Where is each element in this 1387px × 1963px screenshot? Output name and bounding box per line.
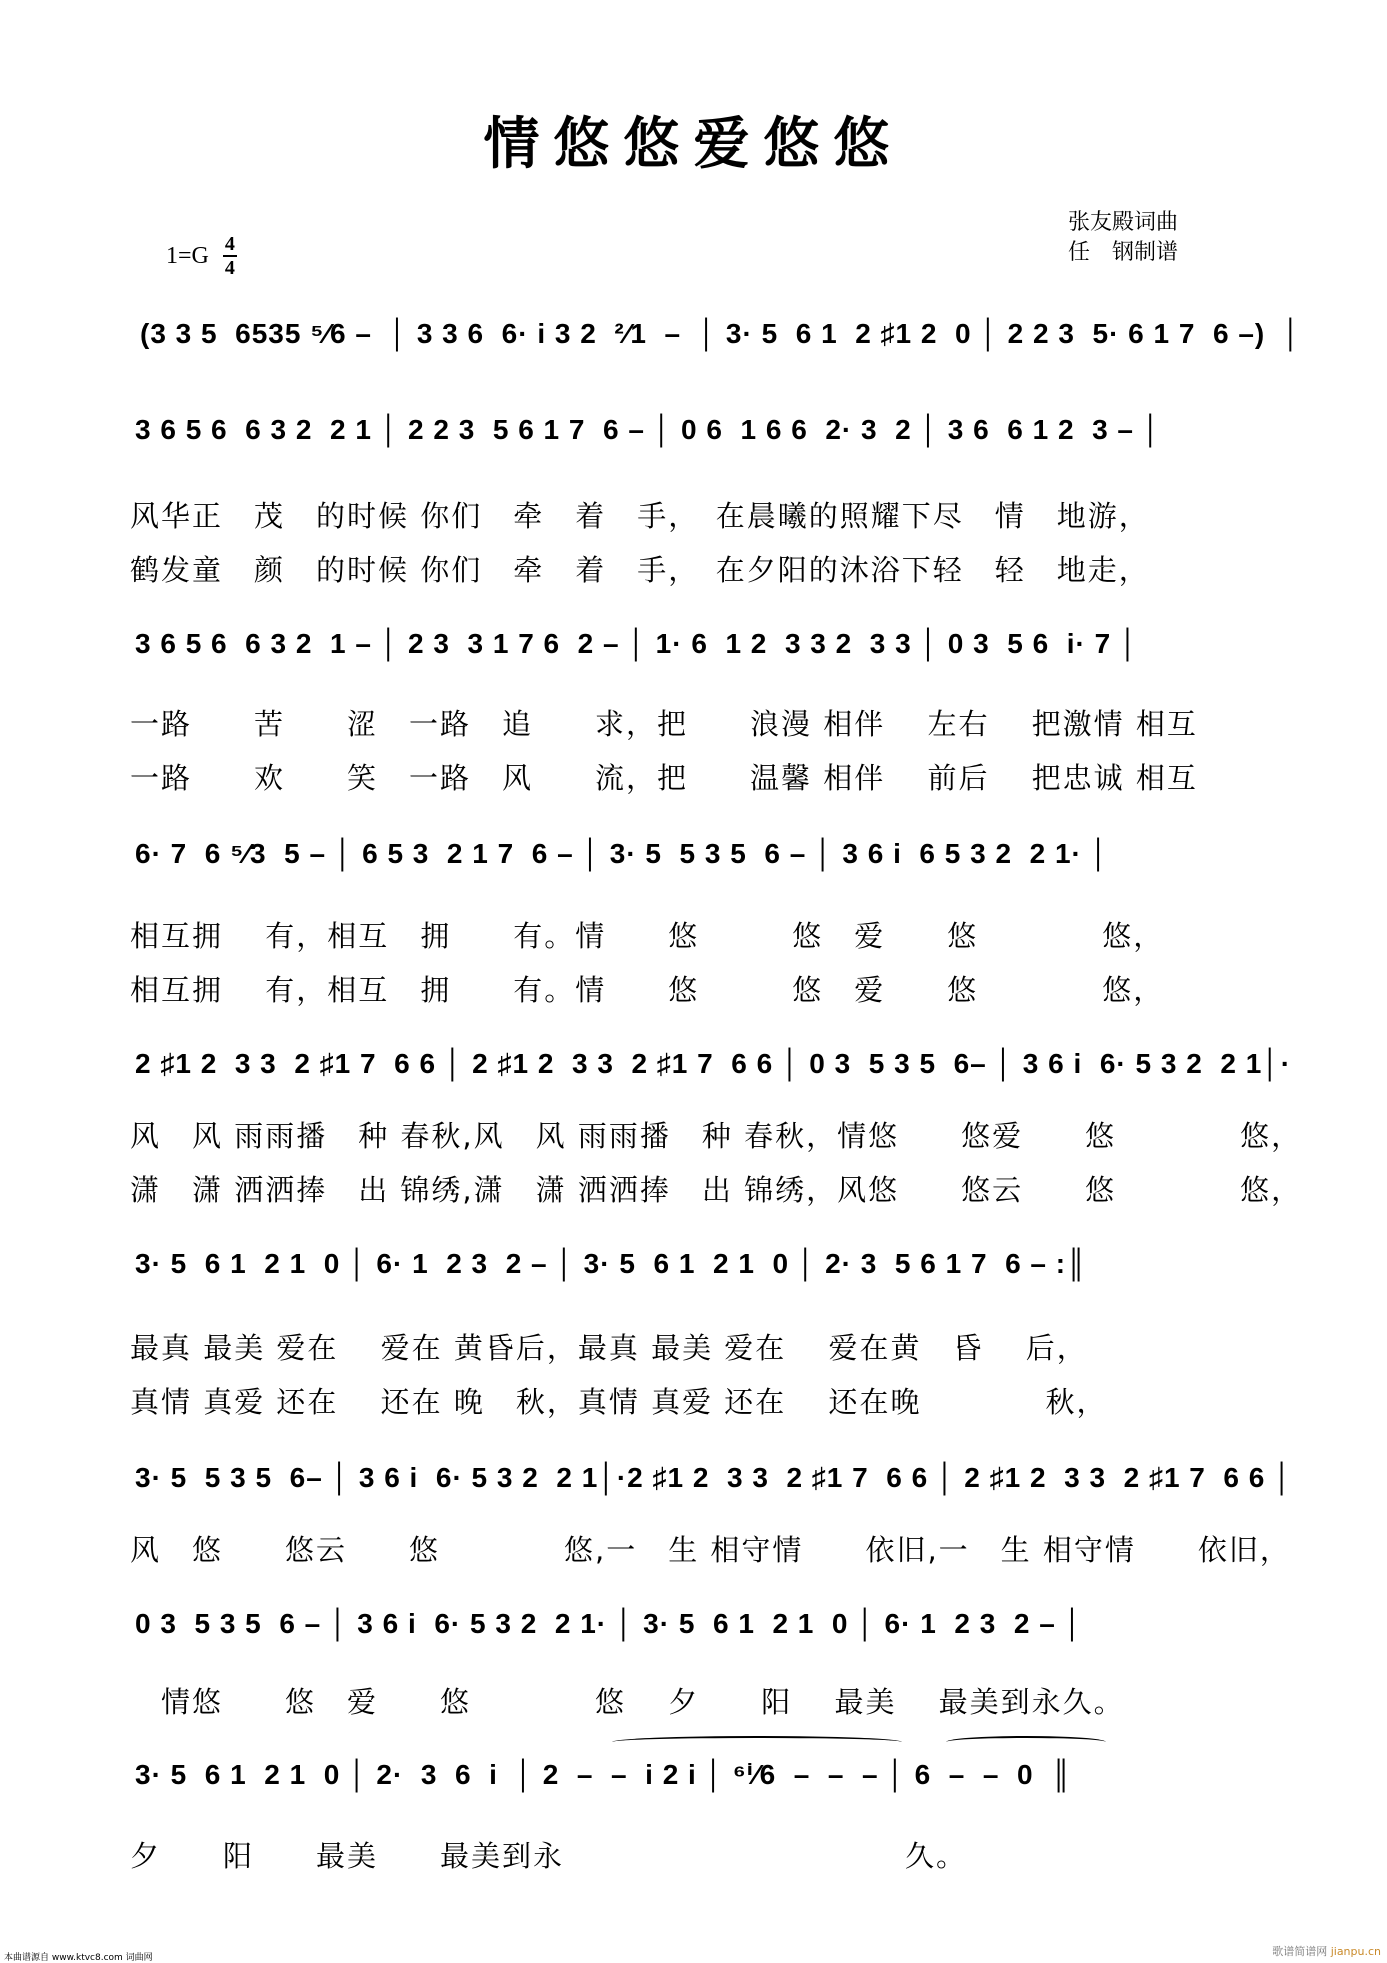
time-signature-bottom: 4 <box>224 257 235 279</box>
source-note: 本曲谱源自 www.ktvc8.com 词曲网 <box>4 1953 153 1963</box>
watermark <box>1272 1943 1381 1959</box>
notation-system-6: 3· 5 6 1 2 1 0 │ 6· 1 2 3 2 – │ 3· 5 6 1 2 1 0 │ 2· 3 5 6 1 7 6 – :║ <box>135 1248 1087 1279</box>
notation-system-9: 3· 5 6 1 2 1 0 │ 2· 3 6 i │ 2 – – i 2 i │ ⁶ⁱ⁄6 – – – │ 6 – – 0 ║ <box>135 1759 1072 1790</box>
notation-system-5: 2 ♯1 2 3 3 2 ♯1 7 6 6 │ 2 ♯1 2 3 3 2 ♯1 7 6 6 │ 0 3 5 3 5 6– │ 3 6 i 6· 5 3 2 2 1│· <box>135 1048 1292 1079</box>
lyric-line-4-2: 相互拥 有，相互 拥 有。情 悠 悠 爱 悠 悠， <box>130 973 1165 1007</box>
lyric-line-5-2: 潇 潇 洒洒捧 出 锦绣,潇 潇 洒洒捧 出 锦绣，风悠 悠云 悠 悠， <box>130 1173 1303 1207</box>
lyric-line-3-1: 一路 苦 涩 一路 追 求，把 浪漫 相伴 左右 把激情 相互 <box>130 707 1198 741</box>
score-title: 情悠悠爱悠悠 <box>483 111 904 177</box>
lyric-line-5-1: 风 风 雨雨播 种 春秋,风 风 雨雨播 种 春秋，情悠 悠爱 悠 悠， <box>130 1119 1303 1153</box>
lyric-line-4-1: 相互拥 有，相互 拥 有。情 悠 悠 爱 悠 悠， <box>130 919 1165 953</box>
notation-system-4: 6· 7 6 ⁵⁄3 5 – │ 6 5 3 2 1 7 6 – │ 3· 5 5 3 5 6 – │ 3 6 i 6 5 3 2 2 1· │ <box>135 838 1110 869</box>
lyric-line-6-2: 真情 真爱 还在 还在 晚 秋，真情 真爱 还在 还在晚 秋， <box>130 1385 1108 1419</box>
key-label: 1=G <box>166 242 209 269</box>
key-signature <box>166 234 237 278</box>
notation-system-7: 3· 5 5 3 5 6– │ 3 6 i 6· 5 3 2 2 1│·2 ♯1 2 3 3 2 ♯1 7 6 6 │ 2 ♯1 2 3 3 2 ♯1 7 6 6 │ <box>135 1462 1293 1493</box>
lyric-line-6-1: 最真 最美 爱在 爱在 黄昏后，最真 最美 爱在 爱在黄 昏 后， <box>130 1331 1088 1365</box>
arranger-credit: 任 钢制谱 <box>1068 240 1179 265</box>
credits <box>1068 208 1178 268</box>
notation-system-8: 0 3 5 3 5 6 – │ 3 6 i 6· 5 3 2 2 1· │ 3· 5 6 1 2 1 0 │ 6· 1 2 3 2 – │ <box>135 1608 1084 1639</box>
notation-system-1: (3 3 5 6535 ⁵⁄6 – │ 3 3 6 6· i 3 2 ²⁄1 – │ 3· 5 6 1 2 ♯1 2 0 │ 2 2 3 5· 6 1 7 6 –) │ <box>140 318 1302 349</box>
watermark-url: jianpu.cn <box>1330 1945 1381 1958</box>
notation-system-3: 3 6 5 6 6 3 2 1 – │ 2 3 3 1 7 6 2 – │ 1· 6 1 2 3 3 2 3 3 │ 0 3 5 6 i· 7 │ <box>135 628 1139 659</box>
notation-system-2: 3 6 5 6 6 3 2 2 1 │ 2 2 3 5 6 1 7 6 – │ 0 6 1 6 6 2· 3 2 │ 3 6 6 1 2 3 – │ <box>135 414 1162 445</box>
lyric-line-8-1: 情悠 悠 爱 悠 悠 夕 阳 最美 最美到永久。 <box>130 1685 1125 1719</box>
lyric-line-2-1: 风华正 茂 的时候 你们 牵 着 手， 在晨曦的照耀下尽 情 地游， <box>130 499 1150 533</box>
time-signature <box>223 234 237 278</box>
phrase-slur <box>946 1736 1106 1748</box>
time-signature-top: 4 <box>224 233 235 255</box>
composer-credit: 张友殿词曲 <box>1068 210 1179 235</box>
lyric-line-7-1: 风 悠 悠云 悠 悠,一 生 相守情 依旧,一 生 相守情 依旧， <box>130 1533 1291 1567</box>
lyric-line-3-2: 一路 欢 笑 一路 风 流，把 温馨 相伴 前后 把忠诚 相互 <box>130 761 1198 795</box>
watermark-site-name: 歌谱简谱网 <box>1272 1945 1328 1958</box>
lyric-line-9-1: 夕 阳 最美 最美到永 久。 <box>130 1839 968 1873</box>
lyric-line-2-2: 鹤发童 颜 的时候 你们 牵 着 手， 在夕阳的沐浴下轻 轻 地走， <box>130 553 1150 587</box>
phrase-slur <box>612 1736 902 1748</box>
